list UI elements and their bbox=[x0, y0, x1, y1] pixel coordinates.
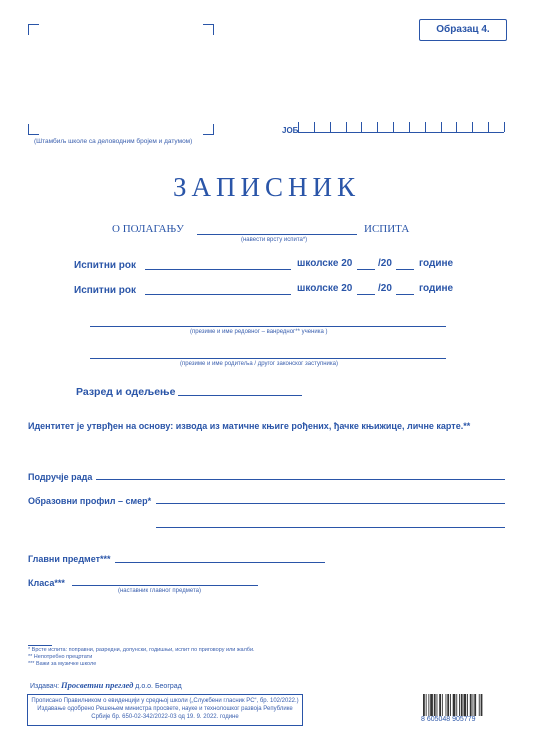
barcode-bar bbox=[456, 694, 457, 716]
job-box-divider bbox=[314, 122, 315, 132]
stamp-corner-bottom-left bbox=[28, 124, 39, 135]
school-year-prefix-2: школске 20 bbox=[297, 283, 353, 294]
barcode-bar bbox=[437, 694, 438, 716]
legal-notice-box: Прописано Правилником о евиденцији у средњој школи („Службени гласник РС“, бр. 102/2022.) Издавање одобрено Решењем министра просвете, науке и технолошког развоја Републике Србије бр. 650-02-342/2022-03 од 19. 9. 2022. године bbox=[27, 694, 303, 726]
student-name-hint: (презиме и име редовног – ванредног** ученика ) bbox=[190, 329, 328, 335]
job-box-divider bbox=[425, 122, 426, 132]
stamp-corner-top-right bbox=[203, 24, 214, 35]
exam-term-field-1[interactable] bbox=[145, 269, 291, 270]
job-label: ЈОБ bbox=[282, 126, 299, 135]
job-box-divider bbox=[330, 122, 331, 132]
class-field[interactable] bbox=[178, 395, 302, 396]
document-title: ЗАПИСНИК bbox=[172, 172, 361, 202]
barcode-bar bbox=[470, 694, 472, 716]
job-box-divider bbox=[361, 122, 362, 132]
exam-prefix: О ПОЛАГАЊУ bbox=[112, 223, 184, 235]
barcode-bar bbox=[446, 694, 447, 716]
teacher-hint: (наставник главног предмета) bbox=[118, 588, 201, 594]
job-box-divider bbox=[377, 122, 378, 132]
footnote-3: *** Важи за музичке школе bbox=[28, 661, 97, 667]
barcode-bar bbox=[428, 694, 429, 716]
job-box-divider bbox=[346, 122, 347, 132]
exam-type-field[interactable] bbox=[197, 234, 357, 235]
job-box-divider bbox=[488, 122, 489, 132]
job-box-divider bbox=[504, 122, 505, 132]
footnote-divider bbox=[28, 645, 52, 646]
job-box-divider bbox=[393, 122, 394, 132]
barcode-number: 8 605048 905779 bbox=[421, 716, 476, 723]
student-name-field[interactable] bbox=[90, 326, 446, 327]
barcode-bar bbox=[479, 694, 480, 716]
profile-label: Образовни профил – смер* bbox=[28, 496, 152, 506]
barcode bbox=[423, 694, 507, 716]
job-box-divider bbox=[472, 122, 473, 132]
publisher-line bbox=[30, 680, 182, 690]
exam-term-label-1: Испитни рок bbox=[74, 260, 137, 271]
barcode-bar bbox=[426, 694, 427, 716]
barcode-bar bbox=[423, 694, 425, 716]
job-field[interactable] bbox=[298, 118, 504, 133]
job-box-divider bbox=[409, 122, 410, 132]
publisher-suffix: д.о.о. Београд bbox=[135, 683, 182, 690]
school-year-slash-1: /20 bbox=[378, 258, 392, 269]
form-badge: Образац 4. bbox=[419, 19, 507, 41]
job-box-divider bbox=[441, 122, 442, 132]
exam-term-field-2[interactable] bbox=[145, 294, 291, 295]
barcode-bar bbox=[467, 694, 468, 716]
identity-statement: Идентитет је утврђен на основу: извода из матичне књиге рођених, ђачке књижице, личне карте.** bbox=[28, 421, 471, 431]
barcode-bar bbox=[453, 694, 456, 716]
parent-name-hint: (презиме и име родитеља / другог законског заступника) bbox=[180, 361, 338, 367]
publisher-logo: Просветни преглед bbox=[61, 680, 134, 690]
barcode-bar bbox=[434, 694, 436, 716]
barcode-bar bbox=[442, 694, 443, 716]
school-year-start-1[interactable] bbox=[357, 269, 375, 270]
barcode-bar bbox=[481, 694, 483, 716]
main-subject-field[interactable] bbox=[115, 562, 325, 563]
barcode-bar bbox=[473, 694, 474, 716]
main-subject-label: Главни предмет*** bbox=[28, 554, 111, 564]
exam-suffix: ИСПИТА bbox=[364, 223, 410, 235]
job-box-divider bbox=[456, 122, 457, 132]
school-year-prefix-1: школске 20 bbox=[297, 258, 353, 269]
year-suffix-2: године bbox=[419, 283, 454, 294]
barcode-bar bbox=[461, 694, 463, 716]
publisher-label: Издавач: bbox=[30, 683, 60, 690]
field-of-work-label: Подручје рада bbox=[28, 472, 93, 482]
school-year-start-2[interactable] bbox=[357, 294, 375, 295]
barcode-bar bbox=[459, 694, 460, 716]
footnote-1: * Врсте испита: поправни, разредни, допунски, годишњи, испит по приговору или жалби. bbox=[28, 647, 255, 653]
parent-name-field[interactable] bbox=[90, 358, 446, 359]
stamp-caption: (Штамбиљ школе са деловодним бројем и датумом) bbox=[34, 138, 193, 145]
school-year-end-1[interactable] bbox=[396, 269, 414, 270]
profile-field-1[interactable] bbox=[156, 503, 505, 504]
year-suffix-1: године bbox=[419, 258, 454, 269]
class-label: Разред и одељење bbox=[76, 386, 176, 398]
barcode-bar bbox=[447, 694, 449, 716]
exam-type-hint: (навести врсту испита*) bbox=[241, 237, 308, 243]
field-of-work-field[interactable] bbox=[96, 479, 505, 480]
barcode-bar bbox=[439, 694, 441, 716]
stamp-corner-bottom-right bbox=[203, 124, 214, 135]
class-group-label: Класа*** bbox=[28, 578, 65, 588]
barcode-bar bbox=[464, 694, 467, 716]
barcode-bar bbox=[430, 694, 433, 716]
footnote-2: ** Непотребно прецртати bbox=[28, 654, 93, 660]
exam-term-label-2: Испитни рок bbox=[74, 285, 137, 296]
job-box-divider bbox=[298, 122, 299, 132]
school-year-slash-2: /20 bbox=[378, 283, 392, 294]
school-year-end-2[interactable] bbox=[396, 294, 414, 295]
profile-field-2[interactable] bbox=[156, 527, 505, 528]
class-group-field[interactable] bbox=[72, 585, 258, 586]
barcode-bar bbox=[450, 694, 451, 716]
stamp-corner-top-left bbox=[28, 24, 39, 35]
footnotes bbox=[28, 647, 255, 668]
barcode-bar bbox=[474, 694, 476, 716]
